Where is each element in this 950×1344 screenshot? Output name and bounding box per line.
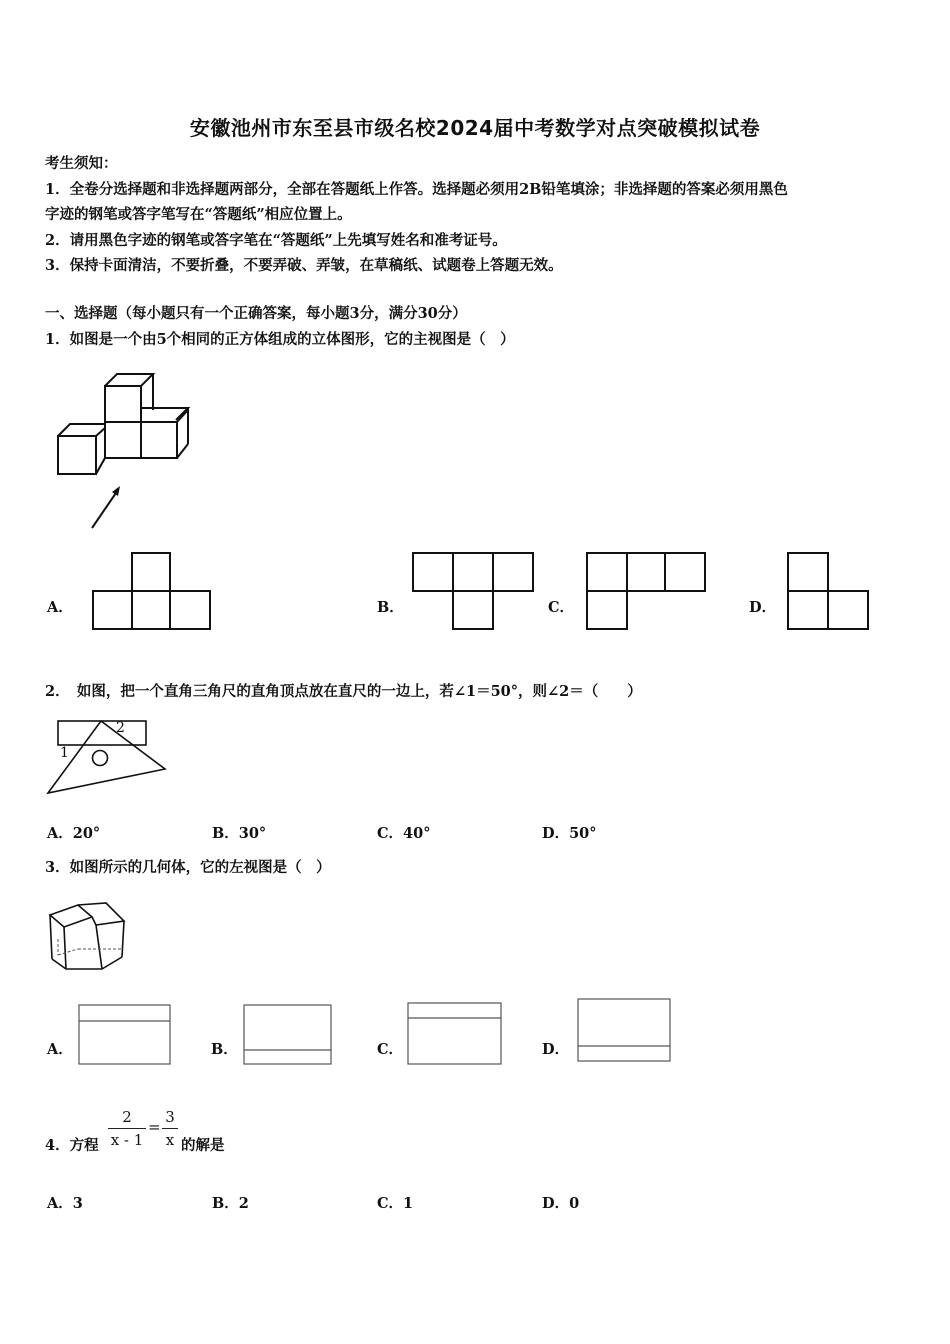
angle-1-label: 1 xyxy=(60,745,69,761)
q1-option-d[interactable]: D． xyxy=(749,599,777,616)
notice-line-3: 3．保持卡面清洁，不要折叠，不要弄破、弄皱，在草稿纸、试题卷上答题无效。 xyxy=(45,257,563,274)
q1-option-c[interactable]: C． xyxy=(548,599,575,616)
q3-option-c-figure xyxy=(407,1002,503,1066)
q3-option-b-figure xyxy=(243,1004,333,1066)
q4-option-d[interactable]: D．0 xyxy=(542,1195,580,1212)
section-heading: 一、选择题（每小题只有一个正确答案，每小题3分，满分30分） xyxy=(45,305,467,322)
q4-fraction-2-numerator: 3 xyxy=(165,1108,175,1126)
q4-option-a[interactable]: A．3 xyxy=(47,1195,83,1212)
notice-heading: 考生须知： xyxy=(45,155,118,172)
q3-option-b[interactable]: B． xyxy=(211,1041,238,1058)
notice-line-1-cont: 字迹的钢笔或答字笔写在“答题纸”相应位置上。 xyxy=(45,206,352,223)
q2-option-d[interactable]: D．50° xyxy=(542,825,597,842)
q4-equals-sign: = xyxy=(148,1118,161,1136)
question-2-text: 2． 如图，把一个直角三角尺的直角顶点放在直尺的一边上，若∠1＝50°，则∠2＝（ ） xyxy=(45,683,642,700)
q4-fraction-1-bar xyxy=(108,1128,146,1129)
page-title: 安徽池州市东至县市级名校2024届中考数学对点突破模拟试卷 xyxy=(189,116,761,140)
q2-option-b[interactable]: B．30° xyxy=(212,825,267,842)
q1-option-b[interactable]: B． xyxy=(377,599,404,616)
q4-option-c[interactable]: C．1 xyxy=(377,1195,414,1212)
question-1-text: 1．如图是一个由5个相同的正方体组成的立体图形，它的主视图是（ ） xyxy=(45,331,515,348)
q3-solid-figure xyxy=(48,897,128,972)
q3-option-c[interactable]: C． xyxy=(377,1041,404,1058)
q1-option-d-figure xyxy=(787,552,871,632)
q2-option-a[interactable]: A．20° xyxy=(47,825,101,842)
question-4-suffix: 的解是 xyxy=(181,1137,225,1154)
q3-option-d[interactable]: D． xyxy=(542,1041,570,1058)
angle-2-label: 2 xyxy=(116,720,125,736)
q1-option-b-figure xyxy=(412,552,536,632)
q3-option-a[interactable]: A． xyxy=(47,1041,73,1058)
q1-solid-figure xyxy=(50,368,195,538)
q1-option-c-figure xyxy=(586,552,710,632)
q4-option-b[interactable]: B．2 xyxy=(212,1195,249,1212)
q1-option-a[interactable]: A． xyxy=(47,599,73,616)
question-3-text: 3．如图所示的几何体，它的左视图是（ ） xyxy=(45,859,331,876)
q4-fraction-1 xyxy=(108,1108,146,1149)
q3-option-d-figure xyxy=(577,998,673,1064)
q4-fraction-2-bar xyxy=(162,1128,178,1129)
q4-fraction-1-denominator: x - 1 xyxy=(110,1131,144,1149)
q3-option-a-figure xyxy=(78,1004,172,1066)
q2-option-c[interactable]: C．40° xyxy=(377,825,431,842)
q4-fraction-1-numerator: 2 xyxy=(122,1108,132,1126)
q4-fraction-2-denominator: x xyxy=(165,1131,175,1149)
notice-line-2: 2．请用黑色字迹的钢笔或答字笔在“答题纸”上先填写姓名和准考证号。 xyxy=(45,232,507,249)
question-4-prefix: 4．方程 xyxy=(45,1137,99,1154)
notice-line-1: 1．全卷分选择题和非选择题两部分，全部在答题纸上作答。选择题必须用2B铅笔填涂；非选择题的答案必须用黑色 xyxy=(45,181,788,198)
q4-fraction-2 xyxy=(162,1108,178,1149)
q1-option-a-figure xyxy=(92,552,214,632)
